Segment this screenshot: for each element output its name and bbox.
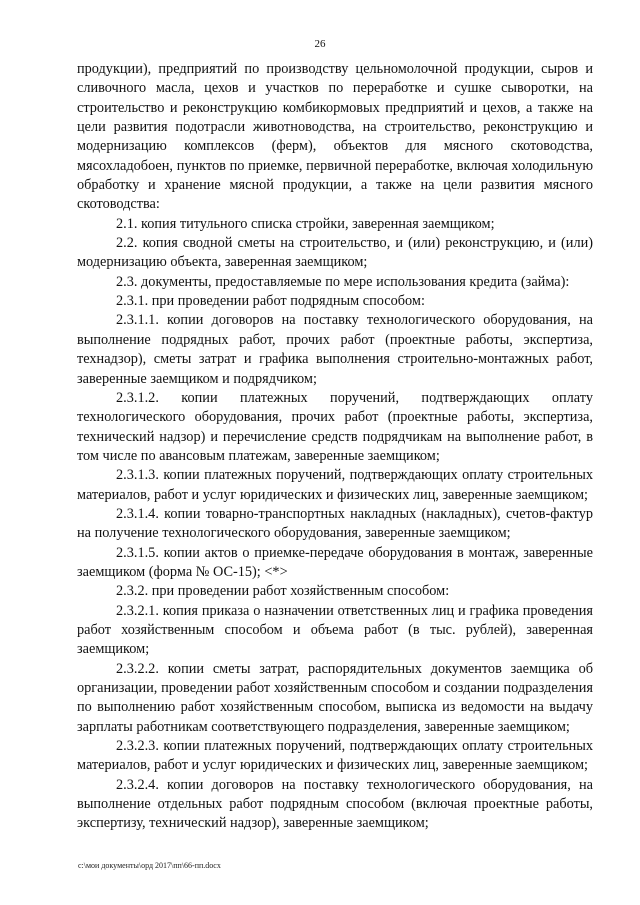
document-body xyxy=(77,60,593,834)
paragraph: 2.3.1.1. копии договоров на поставку технологического оборудования, на выполнение подрядных работ, прочих работ (проектные работы, экспертиза, технадзор), сметы затрат и графика выполнения строительно-монтажных работ, заверенные заемщиком и подрядчиком; xyxy=(77,312,593,387)
paragraph: 2.2. копия сводной сметы на строительство, и (или) реконструкцию, и (или) модернизацию объекта, заверенная заемщиком; xyxy=(77,235,593,271)
paragraph: 2.3.1.4. копии товарно-транспортных накладных (накладных), счетов-фактур на получение технологического оборудования, заверенные заемщиком; xyxy=(77,505,593,542)
paragraph: 2.1. копия титульного списка стройки, заверенная заемщиком; xyxy=(116,215,495,232)
paragraph: 2.3.1.2. копии платежных поручений, подтверждающих оплату технологического оборудования, прочих работ (проектные работы, экспертиза, технический надзор) и перечисление средств подрядчикам на выполнение работ, в том числе по авансовым платежам, заверенные заемщиком; xyxy=(77,389,593,464)
paragraph: 2.3.1.5. копии актов о приемке-передаче оборудования в монтаж, заверенные заемщиком (форма № ОС-15); <*> xyxy=(77,544,593,580)
paragraph: продукции), предприятий по производству цельномолочной продукции, сыров и сливочного масла, цехов и участков по переработке и сушке сыворотки, на строительство и реконструкцию комбикормовых предприятий и цехов, а также на цели развития подотрасли животноводства, на строительство, реконструкцию и модернизацию комплексов (ферм), объектов для мясного скотоводства, мясохладобоен, пунктов по приемке, первичной переработке, включая холодильную обработку и хранение мясной продукции, а также на цели развития мясного скотоводства: xyxy=(77,61,593,213)
paragraph: 2.3.1.3. копии платежных поручений, подтверждающих оплату строительных материалов, работ и услуг юридических и физических лиц, заверенные заемщиком; xyxy=(77,467,593,503)
paragraph: 2.3.2.4. копии договоров на поставку технологического оборудования, на выполнение отдельных работ подрядным способом (включая проектные работы, экспертизу, технический надзор), заверенные заемщиком; xyxy=(77,776,593,832)
paragraph: 2.3.2. при проведении работ хозяйственным способом: xyxy=(116,583,450,600)
paragraph: 2.3.2.2. копии сметы затрат, распорядительных документов заемщика об организации, проведении работ хозяйственным способом и создании подразделения по выполнению работ хозяйственным способом, выписка из ведомости на выдачу зарплаты работникам соответствующего подразделения, заверенные заемщиком; xyxy=(77,660,593,735)
paragraph: 2.3.2.3. копии платежных поручений, подтверждающих оплату строительных материалов, работ и услуг юридических и физических лиц, заверенные заемщиком; xyxy=(77,738,593,774)
paragraph: 2.3. документы, предоставляемые по мере использования кредита (займа): xyxy=(116,273,570,290)
paragraph: 2.3.2.1. копия приказа о назначении ответственных лиц и графика проведения работ хозяйственным способом и объема работ (в тыс. рублей), заверенная заемщиком; xyxy=(77,602,593,658)
paragraph: 2.3.1. при проведении работ подрядным способом: xyxy=(116,293,425,310)
page-number: 26 xyxy=(314,38,326,50)
footer-file-path: c:\мои документы\орд 2017\пп\66-пп.docx xyxy=(78,861,221,870)
